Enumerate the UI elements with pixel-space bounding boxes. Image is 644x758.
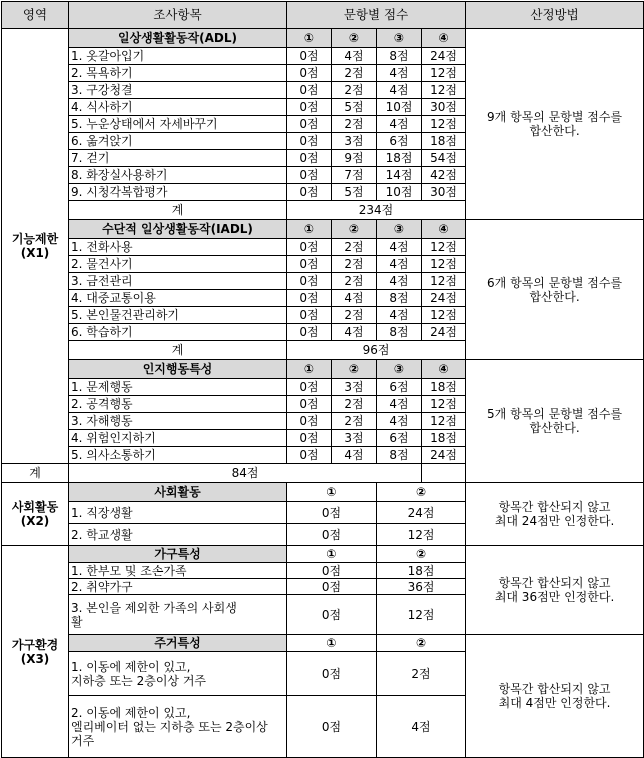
option-header: ③	[377, 360, 422, 379]
score-cell: 6점	[377, 133, 422, 150]
item-label: 5. 본인물건관리하기	[69, 307, 287, 324]
score-cell: 4점	[377, 696, 466, 758]
score-cell: 0점	[287, 307, 332, 324]
score-cell: 30점	[422, 99, 466, 116]
score-cell: 0점	[287, 696, 377, 758]
method-x2	[466, 483, 644, 546]
section-title: 사회활동	[69, 483, 287, 502]
item-label: 2. 목욕하기	[69, 65, 287, 82]
score-cell: 4점	[377, 82, 422, 99]
item-label: 1. 전화사용	[69, 239, 287, 256]
item-label-line: 지하층 또는 2층이상 거주	[71, 673, 206, 688]
option-header: ①	[287, 360, 332, 379]
method-line: 합산한다.	[529, 289, 580, 304]
score-cell: 8점	[377, 324, 422, 341]
item-label: 4. 위험인지하기	[69, 430, 287, 447]
method-line: 6개 항목의 문항별 점수를	[487, 275, 623, 290]
section-title: 인지행동특성	[69, 360, 287, 379]
score-cell: 0점	[287, 256, 332, 273]
score-cell: 4점	[332, 48, 377, 65]
score-cell: 12점	[422, 307, 466, 324]
item-label-line: 2. 이동에 제한이 있고,	[71, 705, 191, 720]
item-label: 2. 학교생활	[69, 524, 287, 546]
option-header: ②	[332, 220, 377, 239]
section-title: 일상생활활동작(ADL)	[69, 29, 287, 48]
method-line: 최대 36점만 인정한다.	[494, 590, 615, 604]
score-cell: 4점	[332, 447, 377, 464]
item-label: 1. 문제행동	[69, 379, 287, 396]
score-cell: 7점	[332, 167, 377, 184]
header-row	[2, 2, 644, 29]
score-cell: 4점	[377, 256, 422, 273]
item-label: 1. 직장생활	[69, 502, 287, 524]
option-header: ④	[422, 360, 466, 379]
area-code: (X2)	[20, 514, 50, 528]
method-line: 합산한다.	[529, 124, 580, 138]
score-cell: 12점	[422, 82, 466, 99]
score-cell: 0점	[287, 413, 332, 430]
section-header-x2	[2, 483, 644, 502]
item-label: 5. 의사소통하기	[69, 447, 287, 464]
score-cell: 0점	[287, 502, 377, 524]
total-label: 계	[2, 464, 69, 483]
score-cell: 12점	[422, 116, 466, 133]
score-cell: 36점	[377, 579, 466, 595]
score-cell: 4점	[377, 116, 422, 133]
method-housing	[466, 635, 644, 758]
total-value: 96점	[287, 341, 466, 360]
score-table	[1, 1, 644, 758]
option-header: ③	[377, 29, 422, 48]
method-cog	[466, 360, 644, 483]
item-label: 2. 물건사기	[69, 256, 287, 273]
option-header: ②	[377, 635, 466, 652]
method-line: 최대 4점만 인정한다.	[498, 696, 611, 710]
method-line: 항목간 합산되지 않고	[498, 576, 611, 590]
item-label: 2. 공격행동	[69, 396, 287, 413]
score-cell: 4점	[332, 290, 377, 307]
score-cell: 2점	[332, 413, 377, 430]
header-method: 산정방법	[466, 2, 644, 29]
method-line: 항목간 합산되지 않고	[498, 682, 611, 696]
option-header: ①	[287, 220, 332, 239]
score-cell: 2점	[332, 82, 377, 99]
method-adl	[466, 29, 644, 220]
option-header: ①	[287, 635, 377, 652]
area-code: (X1)	[20, 246, 50, 260]
score-cell: 0점	[287, 579, 377, 595]
score-cell: 12점	[422, 396, 466, 413]
section-header-household	[2, 546, 644, 563]
item-label: 8. 화장실사용하기	[69, 167, 287, 184]
score-cell: 12점	[422, 65, 466, 82]
score-cell: 5점	[332, 99, 377, 116]
item-label	[69, 595, 287, 635]
score-cell: 4점	[377, 413, 422, 430]
area-code: (X3)	[20, 651, 50, 666]
item-label: 4. 식사하기	[69, 99, 287, 116]
area-x2	[2, 483, 69, 546]
score-cell: 3점	[332, 430, 377, 447]
score-cell: 0점	[287, 150, 332, 167]
option-header: ①	[287, 29, 332, 48]
item-label: 1. 한부모 및 조손가족	[69, 563, 287, 579]
score-cell: 0점	[287, 430, 332, 447]
area-name: 기능제한	[11, 232, 59, 246]
option-header: ④	[422, 220, 466, 239]
item-label: 9. 시청각복합평가	[69, 184, 287, 201]
score-cell: 3점	[332, 133, 377, 150]
option-header: ①	[287, 546, 377, 563]
method-line: 합산한다.	[529, 421, 580, 435]
item-label	[69, 696, 287, 758]
score-cell: 24점	[422, 290, 466, 307]
score-cell: 42점	[422, 167, 466, 184]
total-label: 계	[69, 341, 287, 360]
score-cell: 0점	[287, 82, 332, 99]
item-label: 2. 취약가구	[69, 579, 287, 595]
item-label-line: 엘리베이터 없는 지하층 또는 2층이상	[71, 719, 268, 734]
item-label: 3. 금전관리	[69, 273, 287, 290]
area-x3	[2, 546, 69, 758]
item-label-line: 3. 본인을 제외한 가족의 사회생	[71, 600, 237, 615]
item-label-line: 1. 이동에 제한이 있고,	[71, 659, 191, 674]
score-cell: 0점	[287, 595, 377, 635]
header-score: 문항별 점수	[287, 2, 466, 29]
method-iadl	[466, 220, 644, 360]
item-label: 5. 누운상태에서 자세바꾸기	[69, 116, 287, 133]
section-header-iadl	[2, 220, 644, 239]
section-title: 수단적 일상생활동작(IADL)	[69, 220, 287, 239]
item-label: 6. 학습하기	[69, 324, 287, 341]
score-cell: 9점	[332, 150, 377, 167]
score-cell: 54점	[422, 150, 466, 167]
option-header: ②	[377, 546, 466, 563]
item-label: 3. 구강청결	[69, 82, 287, 99]
score-cell: 12점	[377, 524, 466, 546]
score-cell: 8점	[377, 447, 422, 464]
score-cell: 18점	[377, 563, 466, 579]
score-cell: 18점	[422, 430, 466, 447]
score-cell: 14점	[377, 167, 422, 184]
score-cell: 0점	[287, 116, 332, 133]
score-cell: 2점	[332, 273, 377, 290]
score-cell: 2점	[332, 239, 377, 256]
option-header: ②	[377, 483, 466, 502]
score-cell: 12점	[377, 595, 466, 635]
item-label: 7. 걷기	[69, 150, 287, 167]
score-cell: 0점	[287, 447, 332, 464]
option-header: ④	[422, 29, 466, 48]
option-header: ①	[287, 483, 377, 502]
score-cell: 0점	[287, 324, 332, 341]
score-cell: 2점	[332, 116, 377, 133]
method-line: 항목간 합산되지 않고	[498, 500, 611, 514]
score-cell: 2점	[332, 396, 377, 413]
score-cell: 2점	[332, 307, 377, 324]
option-header: ②	[332, 29, 377, 48]
score-cell: 24점	[377, 502, 466, 524]
score-cell: 12점	[422, 273, 466, 290]
score-cell: 2점	[332, 256, 377, 273]
score-cell: 0점	[287, 524, 377, 546]
method-line: 9개 항목의 문항별 점수를	[487, 110, 623, 124]
header-item: 조사항목	[69, 2, 287, 29]
score-cell: 0점	[287, 239, 332, 256]
score-cell: 18점	[377, 150, 422, 167]
score-cell: 3점	[332, 379, 377, 396]
section-header-adl	[2, 29, 644, 48]
method-line: 5개 항목의 문항별 점수를	[487, 407, 623, 421]
score-cell: 0점	[287, 99, 332, 116]
header-area: 영역	[2, 2, 69, 29]
option-header: ③	[377, 220, 422, 239]
score-cell: 0점	[287, 290, 332, 307]
method-line: 최대 24점만 인정한다.	[494, 514, 615, 528]
item-label: 4. 대중교통이용	[69, 290, 287, 307]
score-cell: 30점	[422, 184, 466, 201]
score-cell: 12점	[422, 413, 466, 430]
section-title: 가구특성	[69, 546, 287, 563]
score-cell: 0점	[287, 396, 332, 413]
score-cell: 2점	[332, 65, 377, 82]
item-label-line: 거주	[71, 733, 95, 748]
score-cell: 0점	[287, 184, 332, 201]
score-cell: 10점	[377, 99, 422, 116]
score-cell: 4점	[377, 273, 422, 290]
score-cell: 4점	[377, 307, 422, 324]
total-value: 234점	[287, 201, 466, 220]
score-cell: 4점	[377, 396, 422, 413]
item-label-line: 활	[71, 614, 83, 629]
section-header-cog	[2, 360, 644, 379]
score-cell: 18점	[422, 133, 466, 150]
score-cell: 0점	[287, 563, 377, 579]
score-cell: 2점	[377, 652, 466, 696]
score-cell: 0점	[287, 65, 332, 82]
total-value: 84점	[69, 464, 422, 483]
score-cell: 18점	[422, 379, 466, 396]
score-cell: 8점	[377, 48, 422, 65]
area-name: 가구환경	[11, 637, 59, 652]
score-cell: 0점	[287, 273, 332, 290]
score-cell: 24점	[422, 48, 466, 65]
score-cell: 0점	[287, 133, 332, 150]
score-cell: 0점	[287, 379, 332, 396]
score-cell: 12점	[422, 239, 466, 256]
item-label: 3. 자해행동	[69, 413, 287, 430]
item-label: 1. 옷갈아입기	[69, 48, 287, 65]
area-name: 사회활동	[11, 500, 59, 514]
item-label	[69, 652, 287, 696]
score-cell: 4점	[377, 65, 422, 82]
score-cell: 0점	[287, 48, 332, 65]
score-cell: 4점	[332, 324, 377, 341]
score-cell: 0점	[287, 652, 377, 696]
score-cell: 10점	[377, 184, 422, 201]
total-label: 계	[69, 201, 287, 220]
score-cell: 8점	[377, 290, 422, 307]
score-cell: 0점	[287, 167, 332, 184]
option-header: ②	[332, 360, 377, 379]
score-cell: 6점	[377, 379, 422, 396]
score-cell: 24점	[422, 447, 466, 464]
score-cell: 12점	[422, 256, 466, 273]
section-header-housing	[2, 635, 644, 652]
section-title: 주거특성	[69, 635, 287, 652]
score-cell: 5점	[332, 184, 377, 201]
method-household	[466, 546, 644, 635]
score-cell: 4점	[377, 239, 422, 256]
score-cell: 24점	[422, 324, 466, 341]
score-cell: 6점	[377, 430, 422, 447]
area-x1	[2, 29, 69, 464]
item-label: 6. 옮겨앉기	[69, 133, 287, 150]
